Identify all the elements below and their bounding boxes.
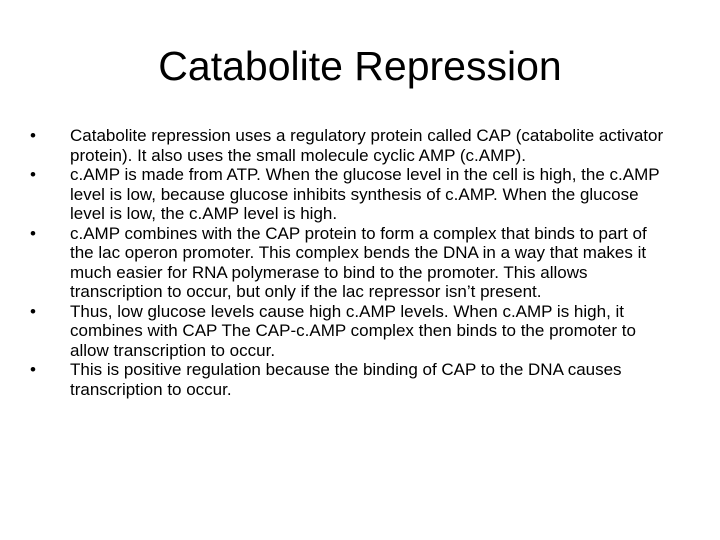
bullet-item [30, 165, 670, 224]
bullet-item [30, 302, 670, 361]
bullet-icon: • [30, 126, 36, 145]
bullet-text: c.AMP is made from ATP. When the glucose level in the cell is high, the c.AMP level is low, because glucose inhibits synthesis of c.AMP. When the glucose level is low, the c.AMP level is high. [70, 165, 660, 223]
bullet-icon: • [30, 301, 36, 321]
bullet-icon: • [30, 360, 36, 379]
bullet-text: Thus, low glucose levels cause high c.AMP levels. When c.AMP is high, it combines with CAP The CAP-c.AMP complex then binds to the promoter to allow transcription to occur. [70, 301, 636, 360]
bullet-item [30, 360, 670, 399]
bullet-text: c.AMP combines with the CAP protein to form a complex that binds to part of the lac operon promoter. This complex bends the DNA in a way that makes it much easier for RNA polymerase to bind to the promoter. This allows transcription to occur, but only if the lac repressor isn’t present. [70, 223, 647, 301]
bullet-item [30, 224, 670, 302]
bullet-item [30, 126, 670, 165]
bullet-icon: • [30, 165, 36, 184]
bullet-text: Catabolite repression uses a regulatory protein called CAP (catabolite activator protein). It also uses the small molecule cyclic AMP (c.AMP). [70, 126, 664, 165]
slide-title: Catabolite Repression [158, 43, 562, 89]
bullet-text: This is positive regulation because the binding of CAP to the DNA causes transcription to occur. [70, 360, 622, 399]
bullet-icon: • [30, 223, 36, 243]
bullet-list [30, 126, 670, 399]
